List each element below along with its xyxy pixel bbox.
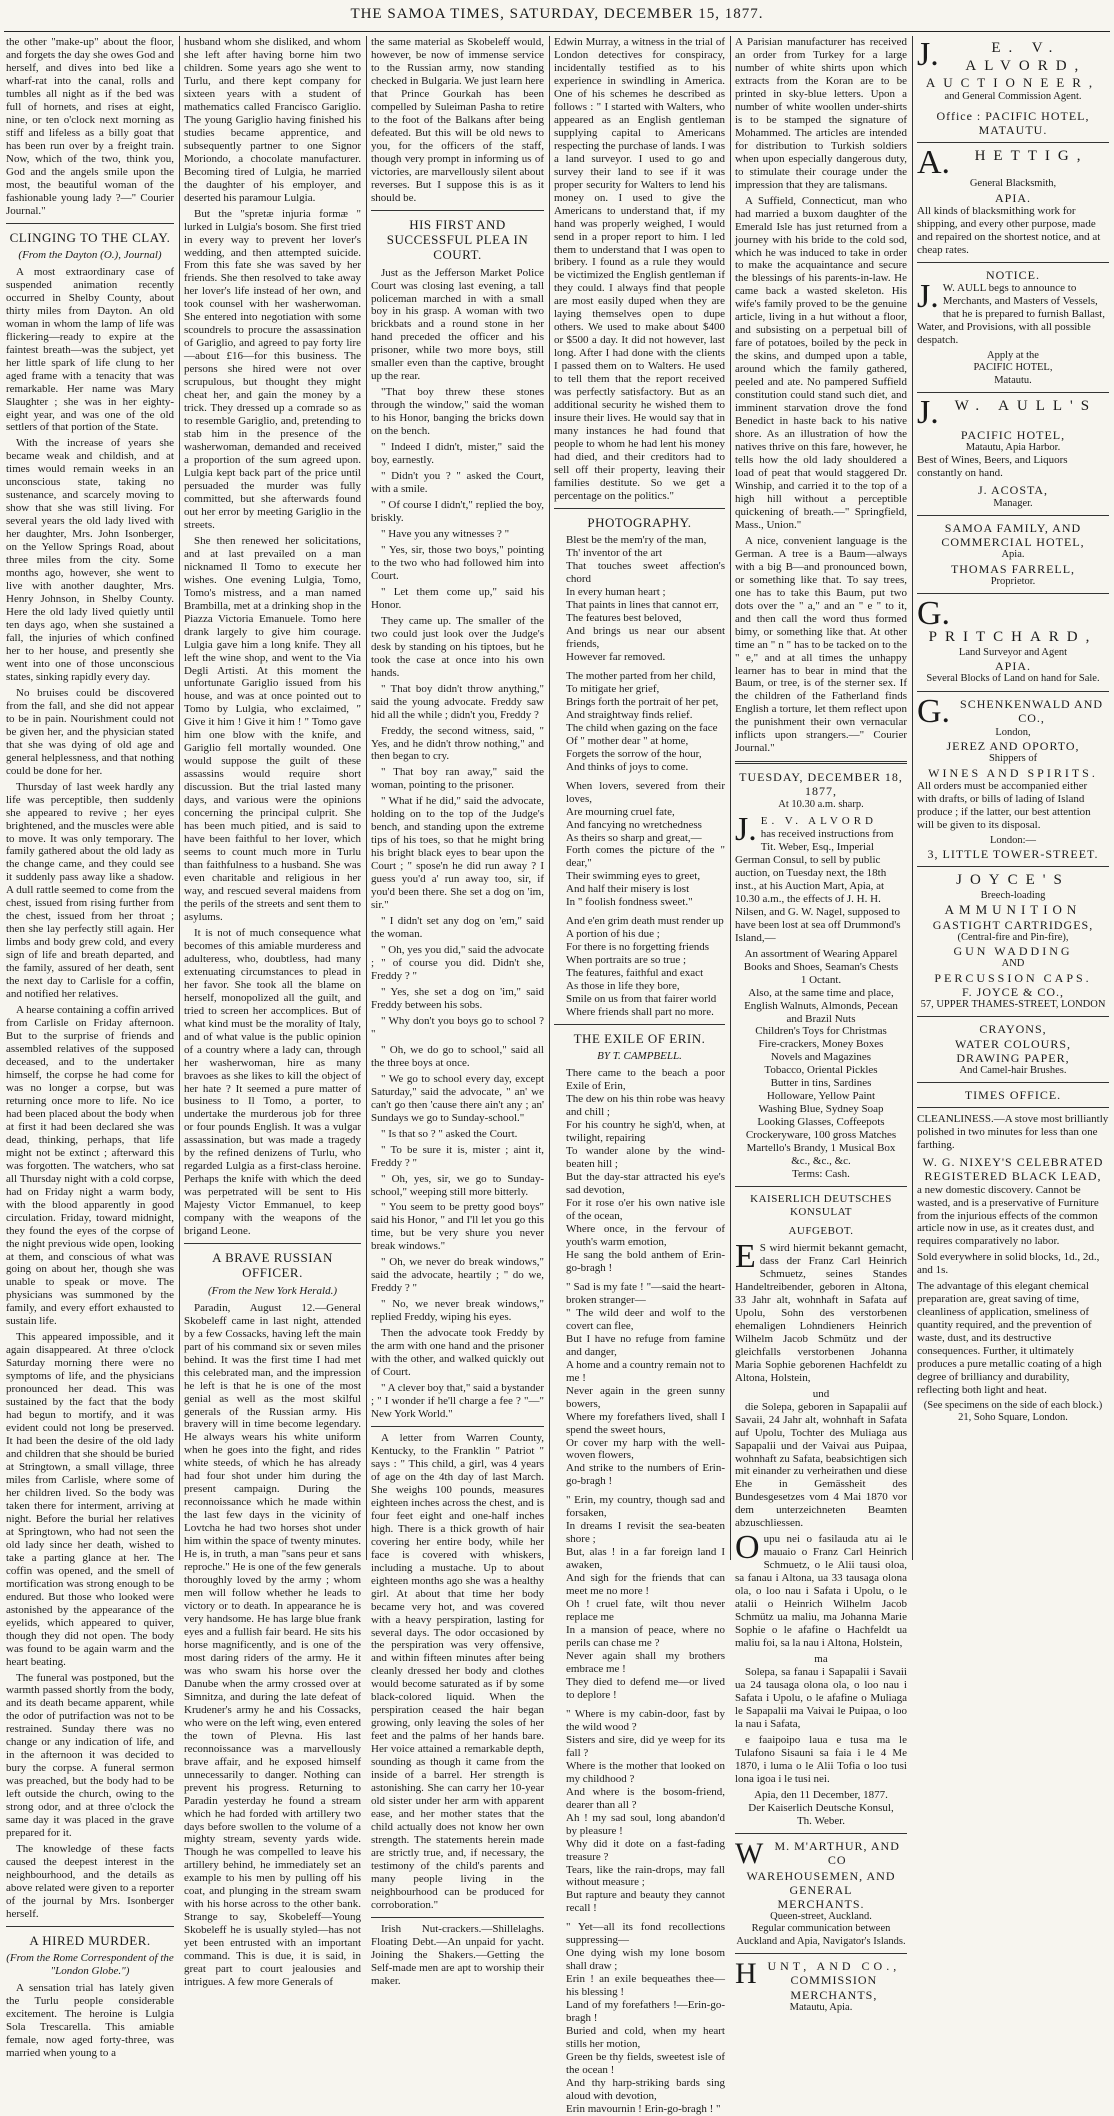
ad-line: (Central-fire and Pin-fire), bbox=[957, 931, 1069, 943]
paragraph: A Suffield, Connecticut, man who had married a buxom daughter of the Emerald Isle has just returned from a journey with his bride to the cold sod, which he was induced to take in order to make the acquaintance and secure the blessings of his parents-in-law. He came back a wasted skeleton. His wife's family proved to be the genuine article, living in a hut without a floor, and subsisting on a perpetual bill of fare of potatoes, boiled by the peck in the skins, and dumped upon a table, around which the family gathered, peeled and ate. No pampered Suffield constitution could stand such diet, and imminent starvation drove the fond Benedict in haste back to his native shore. As an illustration of how the natives thrive on this fare, however, he tells how the old lady shouldered a load of peat that would staggered Dr. Winship, and carried it to the top of a high hill without a perceptible quickening of breath.—" Springfield, Mass., Union." bbox=[735, 194, 907, 531]
alvord-ad bbox=[917, 36, 1109, 138]
ad-line: WINES AND SPIRITS. bbox=[928, 765, 1098, 780]
ma-line: ma bbox=[814, 1653, 828, 1666]
company-name: UNT, AND CO., bbox=[767, 1959, 901, 1974]
auction-date: TUESDAY, DECEMBER 18, 1877, bbox=[739, 770, 903, 799]
divider bbox=[917, 392, 1109, 393]
divider bbox=[917, 1082, 1109, 1083]
poem-line: " Where is my cabin-door, fast by the wild wood ? bbox=[566, 1707, 725, 1733]
und-line: und bbox=[812, 1387, 830, 1400]
auction-items bbox=[735, 948, 907, 1168]
ad-line: 21, Soho Square, London. bbox=[958, 1412, 1068, 1424]
poem-line: In " foolish fondness sweet." bbox=[566, 896, 693, 909]
divider bbox=[917, 142, 1109, 143]
ad-title: W. G. NIXEY'S CELEBRATED bbox=[922, 1155, 1104, 1170]
ad-line: 57, UPPER THAMES-STREET, LONDON bbox=[920, 998, 1106, 1010]
auction-item: &c., &c., &c. bbox=[791, 1155, 851, 1168]
ad-line: And Camel-hair Brushes. bbox=[959, 1064, 1067, 1076]
poem-line: But rapture and beauty they cannot recall ! bbox=[566, 1889, 725, 1915]
poem-line: In a mansion of peace, where no perils can chase me ? bbox=[566, 1624, 725, 1650]
ad-line: MERCHANTS. bbox=[777, 1896, 865, 1911]
paragraph: " Have you any witnesses ? " bbox=[381, 527, 510, 540]
ad-line: Apply at the bbox=[987, 349, 1039, 361]
drop-cap: J. bbox=[735, 810, 757, 848]
paragraph: Solepa, sa fanau i Sapapalii i Savaii ua 24 tausaga olona ola, o loo nau i Safata i Upolu, o le afafine o Muliaga le Sapapalii ma Vaivai le Puipaa, o loo la nau i Safata, bbox=[735, 1666, 907, 1730]
ad-line: Office : PACIFIC HOTEL, bbox=[936, 109, 1090, 124]
ad-line: MATAUTU. bbox=[978, 123, 1048, 138]
poem-line: Oh ! cruel fate, wilt thou never replace me bbox=[566, 1598, 725, 1624]
ad-body: All kinds of blacksmithing work for shipping, and every other purpose, made and repaired on the shortest notice, and at cheap rates. bbox=[917, 204, 1101, 256]
paragraph: With the increase of years she became weak and childish, and at times would remain weeks in an unconscious state, taking no sustenance, and scarcely moving to show that she was still living. For several years the old lady lived with her daughter, Mrs. John Isonberger, on the Yellow Springs Road, about three miles from the city. Some months ago, however, she went to live with another daughter, Mrs. Henry Johnson, in Shelby County. Here the old lady lived quietly until ten days ago, when she sustained a fall, the injuries of which confined her to her house, and presently she went into one of those unconscious states, sinking rapidly every day. bbox=[6, 437, 174, 683]
divider bbox=[184, 1243, 361, 1244]
drop-cap: G. bbox=[917, 595, 951, 633]
ad-line: Proprietor. bbox=[990, 575, 1036, 587]
poem-line: Buried and cold, when my heart stills her motion, bbox=[566, 2025, 725, 2051]
poem-line: The mother parted from her child, bbox=[566, 669, 716, 682]
poem-line: And where is the bosom-friend, dearer than all ? bbox=[566, 1785, 725, 1811]
konsulat-heading: KAISERLICH DEUTSCHES KONSULAT bbox=[750, 1193, 892, 1219]
auction-item: Books and Shoes, Seaman's Chests bbox=[743, 960, 899, 973]
paragraph: A nice, convenient language is the German. A tree is a Baum—always with a big B—and pronounced bown, or something like that. To say trees, one has to take this Baum, put two dots over the " a," and an " e " to it, and then call the word thus formed bimy, or something like that. At other time an " n " has to be tacked on to the " e," and at all times the unhappy learner has to bear in mind that the Baum, or tree, is of the sterner sex. If the children of the Fatherland finds English a torture, let them reflect upon the punishment their own vernacular inflicts upon strangers.—" Courier Journal." bbox=[735, 534, 907, 755]
paragraph: " Didn't you ? " asked the Court, with a smile. bbox=[371, 470, 544, 496]
poem-line: And half their misery is lost bbox=[566, 883, 690, 896]
ad-line: JEREZ AND OPORTO, bbox=[946, 739, 1080, 754]
divider bbox=[735, 1186, 907, 1187]
paragraph: has received instructions from Tit. Weber, Esq., Imperial German Consul, to sell by public auction, on Tuesday next, the 18th inst., at his Auction Mart, Apia, at 10.30 a.m., the effects of J. H. H. Nilsen, and G. W. Nagel, supposed to have been lost at sea off Drummond's Island,— bbox=[735, 827, 901, 944]
paragraph: " Why don't you boys go to school ? " bbox=[371, 1014, 544, 1040]
auction-item: Novels and Magazines bbox=[770, 1051, 872, 1064]
poem-line: Smile on us from that fairer world bbox=[566, 993, 717, 1006]
paragraph: A hearse containing a coffin arrived from Carlisle on Friday afternoon. But to the surprise of friends and assembled relatives of the supposed deceased, and to the undertaker himself, the corpse he had come for was no longer a corpse, but was returning once more to life. No ice had been placed about the body when at first it had been declared she was dead, thinking, perhaps, that life might not be extinct ; afterward this was forgotten. The watchers, who sat all Thursday night with a cold corpse, had on Friday night a warm body, with the blood apparently in good circulation. Friday, toward midnight, they found the eyes of the corpse of the night previous wide open, looking at them, and conscious of what was going on about her, though she was unable to speak or move. The physicians was summoned by the family, and every effort exhausted to sustain life. bbox=[6, 1004, 174, 1328]
ad-line: and General Commission Agent. bbox=[944, 90, 1082, 102]
poem-photography bbox=[554, 534, 725, 1019]
paragraph: Edwin Murray, a witness in the trial of London detectives for conspiracy, incidentally testified as to his experience in swindling in America. One of his schemes he described as follows : " I started with Walters, who appeared as an English gentleman supplying capital to Americans respecting the purchase of lands. I was a land surveyor. I used to go and survey their land to see if it was proper security for Walters to lend his money on. I used to give the Americans to understand that, if my hand was properly weighed, I would send in a proper report to him. I led them to understand that I was open to bribery. I found as a rule they would be victimized the English gentleman if they could. I always find that people are most easily duped when they are laying themselves open to dupe others. We used to make about $400 or $500 a day. It did not however, last long. After I had done with the clients I passed them on to Walters. He used to tell them that the report received was perfectly satisfactory. But as an additional security he wished them to insure their lives. He would say that in many instances he had found that people to whom he had lent his money had died, and their creditors had to sell off their property, leaving their families destitute. So we get a percentage on the politics." bbox=[554, 36, 725, 502]
poem-line: For his country he sigh'd, when, at twilight, repairing bbox=[566, 1119, 725, 1145]
auction-item: An assortment of Wearing Apparel bbox=[744, 947, 898, 960]
paragraph: Just as the Jefferson Market Police Court was closing last evening, a tall policeman marched in with a small boy in his grasp. A woman with two brickbats and a round stone in her hand preceded the officer and his prisoner, while two more boys, still smaller even than the captive, brought up the rear. bbox=[371, 266, 544, 383]
auction-item: Holloware, Yellow Paint bbox=[766, 1090, 876, 1103]
article-heading: A BRAVE RUSSIAN OFFICER. bbox=[212, 1250, 333, 1281]
poem-line: Of " mother dear " at home, bbox=[566, 734, 689, 747]
poem-exile-of-erin bbox=[554, 1067, 725, 2116]
poem-line: Land of my forefathers !—Erin-go-bragh ! bbox=[566, 1999, 725, 2025]
divider bbox=[917, 515, 1109, 516]
column-2 bbox=[184, 36, 361, 1989]
poem-line: And strike to the numbers of Erin-go-bragh ! bbox=[566, 1462, 725, 1488]
paragraph: " Oh, yes, sir, we go to Sunday-school," weeping still more bitterly. bbox=[371, 1172, 544, 1198]
divider bbox=[6, 1926, 174, 1927]
masthead-rule bbox=[4, 31, 1110, 32]
court-article bbox=[371, 267, 544, 1421]
aull-ad bbox=[917, 393, 1109, 510]
ad-body-text: W. AULL begs to announce to Merchants, and Masters of Vessels, that he is prepared to furnish Ballast, Water, and Provisions, with all possible despatch. bbox=[917, 281, 1105, 346]
divider bbox=[917, 1107, 1109, 1108]
auction-item: English Walnuts, Almonds, Pecean and Brazil Nuts bbox=[744, 999, 898, 1025]
poem-line: Ah ! my sad soul, long abandon'd by pleasure ! bbox=[566, 1811, 725, 1837]
ad-line: Land Surveyor and Agent bbox=[958, 646, 1068, 658]
poem-line: " Sad is my fate ! "—said the heart-broken stranger— bbox=[566, 1280, 725, 1306]
article-source: (From the New York Herald.) bbox=[207, 1284, 338, 1297]
poem-heading: THE EXILE OF ERIN. bbox=[573, 1031, 706, 1047]
auction-item: Butter in tins, Sardines bbox=[770, 1077, 872, 1090]
article-source: (From the Rome Correspondent of the "London Globe.") bbox=[6, 1952, 174, 1978]
paragraph: A letter from Warren County, Kentucky, to the Franklin " Patriot " says : " This child, a girl, was 4 years of age on the 4th day of last March. She weighs 100 pounds, measures eighteen inches across the chest, and is four feet eight and one-half inches high. There is a thick growth of hair covering her entire body, while her face is covered with whiskers, including a mustache. Up to about eighteen months ago she was a healthy girl. At about that time her body became very hot, and was covered with a heavy perspiration, lasting for several days. The odor occasioned by the perspiration was very offensive, and within fifteen minutes after being cleanly dressed her body and clothes would become saturated as if by some black-colored liquid. When the perspiration ceased the hair began growing, only leaving the soles of her feet and the palms of her hands bare. Her voice attained a remarkable depth, sounding as though it came from the inside of a barrel. Her strength is astonishing. She can carry her 10-year old sister under her arm with apparent ease, and her mother states that the child actually does not know her own strength. The statements herein made are strictly true, and, if necessary, the testimony of the child's parents and many people living in the neighbourhood can be produced for corroboration." bbox=[371, 1431, 544, 1911]
notice-date: Apia, den 11 December, 1877. bbox=[754, 1788, 888, 1801]
poem-line: Th' inventor of the art bbox=[566, 547, 663, 560]
ad-line: GUN WADDING bbox=[953, 944, 1073, 959]
paragraph: " We go to school every day, except Saturday," said the advocate, " an' we can't go then 'cause there ain't any ; an' Sundays we go to Sunday-school." bbox=[371, 1072, 544, 1124]
column-3 bbox=[371, 36, 544, 1987]
paragraph: " I didn't set any dog on 'em," said the woman. bbox=[371, 915, 544, 941]
paragraph: " Yes, sir, those two boys," pointing to the two who had followed him into Court. bbox=[371, 543, 544, 582]
auction-item: Tobacco, Oriental Pickles bbox=[764, 1064, 878, 1077]
poem-line: Where is the mother that looked on my childhood ? bbox=[566, 1759, 725, 1785]
auction-item: Fire-crackers, Money Boxes bbox=[758, 1038, 884, 1051]
auction-item: 1 Octant. bbox=[800, 973, 842, 986]
ad-title: SCHENKENWALD AND CO., bbox=[960, 696, 1104, 725]
poem-line: He sang the bold anthem of Erin-go-bragh ! bbox=[566, 1248, 725, 1274]
poem-line: Why did it dote on a fast-fading treasure ? bbox=[566, 1837, 725, 1863]
poem-line: And e'en grim death must render up bbox=[566, 915, 724, 928]
ad-line: Several Blocks of Land on hand for Sale. bbox=[926, 673, 1100, 685]
paragraph: The knowledge of these facts caused the deepest interest in the neighbourhood, and the details as above related were given to a reporter of the journal by Mrs. Isonberger herself. bbox=[6, 1843, 174, 1920]
ad-line: APIA. bbox=[994, 659, 1031, 674]
paragraph: A Parisian manufacturer has received an order from Turkey for a large number of white shirts upon which extracts from the Koran are to be printed in sky-blue letters. Upon a number of white woollen under-shirts is to be stamped the signature of Mohammed. The articles are intended for distribution to Turkish soldiers when upon especially dangerous duty, to stimulate their courage under the impression that they are talismans. bbox=[735, 36, 907, 191]
drop-cap: J. bbox=[917, 393, 939, 431]
paragraph: "That boy threw these stones through the window," said the woman to his Honor, banging the bricks down on the bench. bbox=[371, 386, 544, 438]
divider bbox=[6, 223, 174, 224]
ad-body: CLEANLINESS.—A stove most brilliantly polished in two minutes for less than one farthing. bbox=[917, 1113, 1109, 1152]
poem-line: When portraits are so true ; bbox=[566, 954, 687, 967]
ad-body: All orders must be accompanied either with drafts, or bills of lading of Island produce ; if the latter, our best attention will be given to its disposal. bbox=[917, 779, 1091, 831]
divider bbox=[735, 761, 907, 764]
column-6 bbox=[917, 36, 1109, 1560]
divider bbox=[735, 1953, 907, 1954]
poem-line: And thy harp-striking bards sing aloud with devotion, bbox=[566, 2077, 725, 2102]
marthur-ad bbox=[735, 1836, 907, 1949]
poem-line: Tears, like the rain-drops, may fall without measure ; bbox=[566, 1863, 725, 1889]
paragraph: " Oh, we do go to school," said all the three boys at once. bbox=[371, 1043, 544, 1069]
paragraph: " Let them come up," said his Honor. bbox=[371, 585, 544, 611]
paragraph: Thursday of last week hardly any life was perceptible, then suddenly she appeared to revive ; her eyes brightened, and the muscles were able to move. It was only temporary. The family gathered about the old lady as the change came, and they could see it suddenly pass away like a shadow. A dull rattle seemed to come from the chest, issued from rising further from the chest, issued from her throat ; then she lay perfectly still again. Her limbs and body grew cold, and every sign of life and breath departed, and the family, assured of her death, sent the next day to Carlisle for a coffin, and notified her relatives. bbox=[6, 780, 174, 1001]
poem-line: Erin ! an exile bequeathes thee—his blessing ! bbox=[566, 1973, 725, 1999]
poem-line: As those in life they bore, bbox=[566, 980, 680, 993]
poem-heading: PHOTOGRAPHY. bbox=[587, 514, 692, 530]
poem-line: The features, faithful and exact bbox=[566, 967, 704, 980]
ad-line: WATER COLOURS, bbox=[954, 1036, 1071, 1051]
paragraph: " You seem to be pretty good boys" said his Honor, " and I'll let you go this time, but be very shure you never break windows." bbox=[371, 1201, 544, 1253]
ad-body: Best of Wines, Beers, and Liquors constantly on hand. bbox=[917, 454, 1068, 480]
poem-line: A portion of his due ; bbox=[566, 928, 660, 941]
ad-line: Matautu, Apia Harbor. bbox=[965, 442, 1061, 454]
ad-line: AND bbox=[1001, 958, 1025, 970]
paragraph: But the "spretæ injuria formæ " lurked in Lulgia's bosom. She first tried in every way to prevent her lover's wedding, and then attempted suicide. From this fate she was saved by her friends. She then resolved to take away her lover's life instead of her own, and took counsel with her washerwoman. She entered into negotiation with some scoundrels to procure the assassination of Gariglio, and agreed to pay forty lire —about £16—for this business. The persons she hired were not over scrupulous, but thought they might cheat her, and gain the money by a trick. They dressed up a comrade so as to resemble Gariglio, and, pretending to stab him in the presence of the washerwoman, demanded and received a proportion of the sum agreed upon. Lulgia kept back part of the price until persuaded the murder was fully committed, but she afterwards found out her error by meeting Gariglio in the streets. bbox=[184, 207, 361, 531]
poem-line: Erin mavournin ! Erin-go-bragh ! " bbox=[566, 2102, 721, 2115]
column-4 bbox=[554, 36, 725, 2115]
column-rule bbox=[912, 36, 913, 1560]
poem-line: Their swimming eyes to greet, bbox=[566, 870, 701, 883]
poem-line: And fancying no wretchedness bbox=[566, 818, 702, 831]
ad-line: Matautu, Apia. bbox=[789, 2001, 853, 2013]
ad-title: HETTIG, bbox=[974, 148, 1089, 165]
paragraph: Irish Nut-crackers.—Shillelaghs. Floating Debt.—An unpaid for yacht. Joining the Shakers.—Getting the Self-made men are apt to worship their maker. bbox=[371, 1922, 544, 1987]
ad-line: London:— bbox=[989, 834, 1037, 846]
auction-item: Washing Blue, Sydney Soap bbox=[758, 1103, 884, 1116]
poem-line: When lovers, severed from their loves, bbox=[566, 779, 725, 805]
poem-line: The child when gazing on the face bbox=[566, 721, 718, 734]
poem-line: " The wild deer and wolf to the covert can flee, bbox=[566, 1306, 725, 1332]
paragraph: They came up. The smaller of the two could just look over the Judge's desk by standing on his tiptoes, but he took the case at once into his own hands. bbox=[371, 614, 544, 679]
ad-line: THOMAS FARRELL, bbox=[950, 561, 1076, 576]
poem-line: Where my forefathers lived, shall I spend the sweet hours, bbox=[566, 1410, 725, 1436]
drop-cap: W bbox=[735, 1836, 764, 1870]
ad-line: General Blacksmith, bbox=[969, 178, 1057, 190]
poem-line: That touches sweet affection's chord bbox=[566, 560, 725, 586]
divider bbox=[917, 1016, 1109, 1017]
paragraph: No bruises could be discovered from the fall, and she did not appear to be in pain. Nourishment could not be given her, and the physician stated that she was dying of old age and general helplessness, and that nothing could be done for her. bbox=[6, 686, 174, 777]
paragraph: It is not of much consequence what becomes of this amiable murderess and adulteress, who, doubtless, had many extenuating circumstances to plead in her favor. She took all the blame on herself, monopolized all the guilt, and tried to screen her accomplices. But of what kind must be the morality of Italy, and of what value is the public opinion of a country where a lady can, through her washerwoman, hire as many bravoes as she likes to kill the object of her hate ? It seemed a pure matter of business to Il Tomo, a porter, to undertake the murderous job for three or four pounds English. It was a vulgar assassination, but was made a tragedy by the refined denizens of Turlu, who regarded Lulgia as a first-class heroine. Perhaps the knife with which the deed was perpetrated will be sent to His Majesty Victor Emmanuel, to keep company with the weapons of the brigand Leone. bbox=[184, 926, 361, 1238]
paragraph: the same material as Skobeleff would, however, be now of immense service to the Russian army, now standing checked in Bulgaria. We just learn here that Prince Gourkah has been compelled by Suleiman Pasha to retire to the foot of the Balkans after being defeated. But this will be old news to you, for the officers of the staff, though very prompt in informing us of victories, are marvellously silent about reverses. But I suppose this is as it should be. bbox=[371, 36, 544, 204]
paragraph: A sensation trial has lately given the Turlu people considerable excitement. The heroine is Lulgia Sola Trescarella. This amiable female, now aged forty-three, was married when young to a bbox=[6, 1982, 174, 2060]
poem-line: But the day-star attracted his eye's sad devotion, bbox=[566, 1171, 725, 1197]
poem-line: " Yet—all its fond recollections suppressing— bbox=[566, 1921, 725, 1947]
poem-line: Sisters and sire, did ye weep for its fall ? bbox=[566, 1733, 725, 1759]
poem-author: BY T. CAMPBELL. bbox=[597, 1050, 682, 1063]
article-heading: A HIRED MURDER. bbox=[29, 1932, 151, 1948]
ad-line: AMMUNITION bbox=[944, 902, 1082, 918]
ad-line: REGISTERED BLACK LEAD, bbox=[924, 1169, 1102, 1184]
joyce-ad bbox=[917, 872, 1109, 1011]
paragraph: This appeared impossible, and it again disappeared. At three o'clock Saturday morning there were no symptoms of life, and the physicians pronounced her dead. This was sustained by the fact that the body had begun to mortify, and it was evident could not long be preserved. It had been the desire of the old lady and children that she should be buried at Stringtown, a small village, three miles from Carlisle, where some of her children lived. So the body was taken there for interment, arriving at night. Before the burial her relatives at Springtown, who had not seen the old lady since her death, wished to take a parting glance at her. The coffin was opened, and the smell of mortification was strong enough to be endured. But those who looked were astonished by the appearance of the eyelids, which appeared to quiver, though they did not open. The body was found to be again warm and the heart beating. bbox=[6, 1331, 174, 1668]
paragraph: " To be sure it is, mister ; aint it, Freddy ? " bbox=[371, 1143, 544, 1169]
ad-title: CRAYONS, bbox=[979, 1022, 1047, 1037]
poem-line: And brings us near our absent friends, bbox=[566, 624, 725, 650]
paragraph: The funeral was postponed, but the warmth passed shortly from the body, and its death became apparent, while the odor of putrifaction was not to be restrained. Sunday there was no change or any indication of life, and in the afternoon it was decided to bury the corpse. A funeral sermon was preached, but the body had to be left outside the church, owing to the strong odor, and at three o'clock the same day it was placed in the grave prepared for it. bbox=[6, 1671, 174, 1840]
paragraph: A most extraordinary case of suspended animation recently occurred in Shelby County, about thirty miles from Dayton. An old woman in whom the lamp of life was flickering—ready to expire at the faintest breath—was the subject, yet her little spark of life clung to her aged frame with a tenacity that was remarkable. Her name was Mary Slaughter ; she was in her eighty-eight year, and was one of the old settlers of that portion of the State. bbox=[6, 265, 174, 434]
poem-line: Never again in the green sunny bowers, bbox=[566, 1384, 725, 1410]
poem-line: Or cover my harp with the well-woven flowers, bbox=[566, 1436, 725, 1462]
article-continuation: the other "make-up" about the floor, and forgets the day she owes God and herself, and dives into bed like a wharf-rat into the canal, rolls and tumbles all night as if the bed was full of hornets, and rises at eight, nine, or ten o'clock next morning as stiff and lifeless as a billy goat that has been run over by a freight train. Now, which of the two, think you, God and the angels smile upon the most, the beautiful woman of the fashionable young lady ?—" Courier Journal." bbox=[6, 36, 174, 217]
poem-line: Where once, in the fervour of youth's warm emotion, bbox=[566, 1223, 725, 1248]
paragraph bbox=[735, 1238, 907, 1385]
poem-line: To mitigate her grief, bbox=[566, 682, 660, 695]
column-rule bbox=[366, 36, 367, 1560]
paragraph: " No, we never break windows," replied Freddy, wiping his eyes. bbox=[371, 1298, 544, 1324]
ad-title: W. AULL'S bbox=[954, 397, 1098, 414]
ad-line: (See specimens on the side of each block.) bbox=[923, 1400, 1103, 1412]
poem-line: Blest be the mem'ry of the man, bbox=[566, 534, 707, 547]
drop-cap: O bbox=[735, 1529, 760, 1567]
ad-body bbox=[917, 277, 1109, 347]
ad-line: PERCUSSION CAPS. bbox=[934, 970, 1092, 985]
poem-line: That paints in lines that cannot err, bbox=[566, 599, 719, 612]
drop-cap: J. bbox=[917, 36, 939, 73]
ad-line: J. ACOSTA, bbox=[977, 483, 1049, 498]
poem-line: Are mourning cruel fate, bbox=[566, 805, 675, 818]
auction-terms: Terms: Cash. bbox=[792, 1168, 850, 1181]
paragraph: " That boy ran away," said the woman, pointing to the prisoner. bbox=[371, 766, 544, 792]
poem-line: They died to defend me—or lived to deplore ! bbox=[566, 1675, 725, 1701]
ad-line: 3, LITTLE TOWER-STREET. bbox=[927, 847, 1099, 862]
ad-line: F. JOYCE & CO., bbox=[961, 984, 1065, 999]
paragraph bbox=[735, 1529, 907, 1650]
ad-title: JOYCE'S bbox=[956, 872, 1070, 889]
column-5 bbox=[735, 36, 907, 2013]
notice-ad bbox=[917, 268, 1109, 387]
masthead: THE SAMOA TIMES, SATURDAY, DECEMBER 15, 1877. bbox=[350, 6, 764, 22]
divider bbox=[554, 1024, 725, 1025]
paragraph: Then the advocate took Freddy by the arm with one hand and the prisoner with the other, and walked quickly out of Court. bbox=[371, 1327, 544, 1379]
ad-title: PRITCHARD, bbox=[928, 629, 1098, 646]
poem-line: To wander alone by the wind-beaten hill ; bbox=[566, 1145, 725, 1171]
ad-line: Breech-loading bbox=[980, 889, 1046, 901]
column-rule bbox=[549, 36, 550, 1560]
column-rule bbox=[730, 36, 731, 1560]
divider bbox=[917, 866, 1109, 867]
ad-line: DRAWING PAPER, bbox=[956, 1050, 1070, 1065]
aufgebot-heading: AUFGEBOT. bbox=[788, 1225, 854, 1238]
poem-line: In every human heart ; bbox=[566, 586, 666, 599]
auction-item: Looking Glasses, Coffeepots bbox=[757, 1116, 885, 1129]
paragraph: " Of course I didn't," replied the boy, briskly. bbox=[371, 499, 544, 525]
poem-line: And thinks of joys to come. bbox=[566, 760, 689, 773]
ad-line: PACIFIC HOTEL, bbox=[973, 362, 1053, 374]
ad-line: Manager. bbox=[993, 497, 1033, 509]
company-name: M. M'ARTHUR, AND CO bbox=[774, 1838, 900, 1867]
ad-line: WAREHOUSEMEN, AND GENERAL bbox=[746, 1868, 896, 1897]
paragraph: Paradin, August 12.—General Skobeleff came in last night, attended by a few Cossacks, having left the main part of his command six or seven miles behind. It was the first time I had met this celebrated man, and the impression he left is that he is one of the most genial as well as the most skilful generals of the Russian army. His bravery will in time become legendary. He always wears his white uniform when he goes into the fight, and rides white steeds, of which he has already had four shot under him during the present campaign. During the reconnoissance which he made within the last few days in the vicinity of Lovtcha he had two horses shot under him within the space of twenty minutes. He is, in truth, a man "sans peur et sans reproche." He is one of the few generals thoroughly loved by the army ; whom men will follow whether he leads to victory or to death. In appearance he is very handsome. He has large blue frank eyes and a fullish fair beard. He sits his horse magnificently, and is one of the most daring riders of the army. He it was who swam his horse over the Danube when the army crossed over at Simnitza, and during the late defeat of Krudener's army he and his Cossacks, who were on the left wing, even entered the town of Plevna. His last reconnoissance was a marvellously brave affair, and he exposed himself unnecessarily to danger. Nothing can prevent his progress. Returning to Paradin yesterday he found a stream which he had forded with artillery two days before swollen to the volume of a mighty stream, seventy yards wide. Though he was compelled to leave his artillery behind, he immediately set an example to his men by pulling off his coat, and plunging in the stream swam with his horse across to the other bank. Strange to say, Skobeleff—Young Skobeleff he is usually styled—has not yet been entrusted with an important command. This is due, it is said, in great part to court jealousies and intrigues. A few more Generals of bbox=[184, 1301, 361, 1989]
notice-signer-name: Th. Weber. bbox=[796, 1814, 846, 1827]
poem-line: However far removed. bbox=[566, 650, 666, 663]
paragraph: " Yes, she set a dog on 'im," said Freddy between his sobs. bbox=[371, 985, 544, 1011]
ad-line: Apia. bbox=[1001, 549, 1025, 561]
poem-line: And sigh for the friends that can meet me no more ! bbox=[566, 1572, 725, 1598]
ad-body: a new domestic discovery. Cannot be wasted, and is a preservative of Furniture from the injurious effects of the common article now in use, as it creates dust, and requires comparatively no labor. bbox=[917, 1183, 1099, 1248]
divider bbox=[371, 1917, 544, 1918]
ad-title: E. V. ALVORD, bbox=[965, 40, 1087, 74]
poem-line: The features best beloved, bbox=[566, 612, 682, 625]
divider bbox=[917, 593, 1109, 594]
samoa-hotel-ad bbox=[917, 521, 1109, 588]
drop-cap: J. bbox=[917, 277, 939, 315]
paragraph: Freddy, the second witness, said, " Yes, and he didn't throw nothing," and then began to cry. bbox=[371, 724, 544, 763]
paragraph: die Solepa, geboren in Sapapalii auf Savaii, 24 Jahr alt, wohnhaft in Safata auf Upolu, Tochter des Muliaga aus Sapapalii und der Vaivai aus Puipaa, wohnhaft zu Safata, beabsichtigen sich mit einander zu verheirathen und diese Ehe in Gemässheit des Bundesgesetzes vom 4 Mai 1870 vor dem unterzeichneten Beamten abzuschliessen. bbox=[735, 1400, 907, 1530]
divider bbox=[917, 691, 1109, 692]
auction-item: Martello's Brandy, 1 Musical Box bbox=[746, 1142, 896, 1155]
poem-line: Brings forth the portrait of her pet, bbox=[566, 695, 719, 708]
hettig-ad bbox=[917, 144, 1109, 256]
poem-line: There came to the beach a poor Exile of Erin, bbox=[566, 1067, 725, 1093]
poem-line: Forth comes the picture of the " dear," bbox=[566, 844, 725, 870]
auctioneer-name: E. V. ALVORD bbox=[760, 814, 877, 827]
paragraph: " Is that so ? " asked the Court. bbox=[381, 1127, 518, 1140]
poem-line: As theirs so sharp and great,— bbox=[566, 831, 702, 844]
drop-cap: G. bbox=[917, 692, 951, 730]
divider bbox=[917, 262, 1109, 263]
poem-line: A home and a country remain not to me ! bbox=[566, 1358, 725, 1384]
samoan-notice: upu nei o fasilauda atu ai le mauaio o Franz Carl Heinrich Schmuetz, o le Alii tausi oloa, sa fanau i Altona, ua 33 tausaga olona ola, o loo nau i Safata i Upolu, o le atalii o Heinrich Wilhelm Jacob Schmütz ua maliu, ma Johanna Marie Sophie o le afafine o Hachfeldt ua maliu foi, sa la nau i Altona, Holstein, bbox=[735, 1533, 907, 1650]
poem-line: One dying wish my lone bosom shall draw ; bbox=[566, 1947, 725, 1973]
article-source: (From the Dayton (O.), Journal) bbox=[18, 248, 162, 261]
paragraph: " What if he did," said the advocate, holding on to the top of the Judge's bench, and standing upon the extreme tips of his toes, so that he might bring his bright black eyes to bear upon the Court ; " spose'n he did run away ? I guess you'd a' run away too, sir, if you'd been there. She set a dog on 'im, sir." bbox=[371, 795, 544, 912]
ad-line: Queen-street, Auckland. bbox=[770, 1911, 872, 1923]
auction-item: Crockeryware, 100 gross Matches bbox=[745, 1129, 897, 1142]
ad-line: PACIFIC HOTEL, bbox=[960, 427, 1066, 442]
paragraph: " Oh, we never do break windows," said the advocate, heartily ; " do we, Freddy ? " bbox=[371, 1256, 544, 1295]
divider bbox=[371, 1426, 544, 1427]
poem-line: In dreams I revisit the sea-beaten shore ; bbox=[566, 1520, 725, 1546]
poem-line: Forgets the sorrow of the hour, bbox=[566, 747, 702, 760]
nixey-ad bbox=[917, 1113, 1109, 1424]
paragraph: " A clever boy that," said a bystander ; " I wonder if he'll charge a fee ? "—" New York World." bbox=[371, 1382, 544, 1421]
paragraph: e faaipoipo laua e tusa ma le Tulafono Sisauni sa faia i le 4 Me 1870, i luma o le Alii Tofia o loo tusi lona igoa i le tusi nei. bbox=[735, 1733, 907, 1785]
poem-line: For there is no forgetting friends bbox=[566, 941, 710, 954]
ad-title: TIMES OFFICE. bbox=[964, 1088, 1062, 1103]
alvord-auction-ad bbox=[735, 810, 907, 1181]
poem-line: " Erin, my country, though sad and forsaken, bbox=[566, 1494, 725, 1520]
poem-line: But I have no refuge from famine and danger, bbox=[566, 1332, 725, 1358]
ad-title: SAMOA FAMILY, AND COMMERCIAL HOTEL, bbox=[941, 520, 1085, 550]
auction-item: Children's Toys for Christmas bbox=[755, 1025, 887, 1038]
crayons-ad bbox=[917, 1022, 1109, 1077]
times-office-ad bbox=[917, 1088, 1109, 1102]
ad-line: APIA. bbox=[994, 190, 1031, 205]
ad-line: COMMISSION MERCHANTS, bbox=[790, 1973, 878, 2002]
article-heading: HIS FIRST AND SUCCESSFUL PLEA IN COURT. bbox=[386, 216, 529, 263]
ad-title: NOTICE. bbox=[986, 267, 1040, 282]
pritchard-ad bbox=[917, 595, 1109, 686]
ad-line: London, bbox=[995, 726, 1031, 738]
poem-line: And straightway finds relief. bbox=[566, 708, 693, 721]
ad-line: AUCTIONEER, bbox=[925, 75, 1101, 91]
ad-line: Shippers of bbox=[988, 753, 1038, 765]
divider bbox=[735, 1833, 907, 1834]
divider bbox=[554, 508, 725, 509]
ad-body: The advantage of this elegant chemical preparation are, great saving of time, cleanliness of application, smeliness of quantity required, and the prevention of waste, dust, and its destructive consequences. Further, it ultimately produces a pure metallic coating of a high degree of brilliancy and durability, reflecting both light and heat. bbox=[917, 1280, 1102, 1397]
article-heading: CLINGING TO THE CLAY. bbox=[9, 229, 171, 245]
hunt-ad bbox=[735, 1959, 907, 2014]
poem-line: Where friends shall part no more. bbox=[566, 1006, 714, 1019]
paragraph: " Oh, yes you did," said the advocate ; " of course you did. Didn't she, Freddy ? " bbox=[371, 944, 544, 982]
poem-line: Green be thy fields, sweetest isle of the ocean ! bbox=[566, 2051, 725, 2077]
poem-line: But, alas ! in a far foreign land I awaken, bbox=[566, 1546, 725, 1572]
ad-body: Sold everywhere in solid blocks, 1d., 2d., and 1s. bbox=[917, 1251, 1100, 1277]
poem-line: The dew on his thin robe was heavy and chill ; bbox=[566, 1093, 725, 1119]
ad-line: Regular communication between Auckland and Apia, Navigator's Islands. bbox=[736, 1923, 906, 1947]
drop-cap: H bbox=[735, 1957, 757, 1991]
notice-signer: Der Kaiserlich Deutsche Konsul, bbox=[748, 1801, 894, 1814]
german-notice: S wird hiermit bekannt gemacht, dass der Franz Carl Heinrich Schmuetz, seines Standes Handeltreibender, geboren in Altona, 33 Jahr alt, wohnhaft in Safata auf Upolu, Sohn des verstorbenen ehemaligen Lohndieners Heinrich Wilhelm Jacob Schmütz und der gleichfalls verstorbenen Johanna Maria Sophie geborenen Hachfeldt zu Altona, Holstein, bbox=[735, 1242, 907, 1384]
column-1 bbox=[6, 36, 174, 2060]
drop-cap: E bbox=[735, 1238, 756, 1275]
auction-item: Also, at the same time and place, bbox=[748, 986, 894, 999]
paragraph: husband whom she disliked, and whom she left after having borne him two children. Some years ago she went to Turlu, and there kept company for sixteen years with a student of mathematics called Francisco Gariglio. The young Gariglio having finished his studies became apprentice, and subsequently partner to one Signor Moriondo, a chocolate manufacturer. Becoming tired of Lulgia, he married the daughter of his employer, and deserted his paramour Lulgia. bbox=[184, 36, 361, 204]
column-rule bbox=[179, 36, 180, 1560]
schenkenwald-ad bbox=[917, 692, 1109, 862]
ad-line: GASTIGHT CARTRIDGES, bbox=[932, 917, 1094, 932]
auction-time: At 10.30 a.m. sharp. bbox=[778, 798, 864, 810]
divider bbox=[371, 210, 544, 211]
poem-line: For it rose o'er his own native isle of the ocean, bbox=[566, 1197, 725, 1223]
drop-cap: A. bbox=[917, 144, 951, 182]
auction-notice bbox=[735, 770, 907, 811]
paragraph: " Indeed I didn't, mister," said the boy, earnestly. bbox=[371, 441, 544, 467]
ad-line: Matautu. bbox=[994, 374, 1032, 386]
paragraph: She then renewed her solicitations, and at last prevailed on a man nicknamed Il Tomo to execute her wishes. One evening Lulgia, Tomo, Tomo's mistress, and a man named Brambilla, met at a drinking shop in the Piazza Victoria Emanuele. Tomo here drank largely to give him courage. Lulgia gave him a long knife. They all left the wine shop, and went to the Via Degli Artisti. At this moment the unfortunate Gariglio issued from his house, and was at once pointed out to Tomo by Lulgia, who exclaimed, " Give it him ! Give it him ! " Tomo gave him one blow with the knife, and Gariglio fell mortally wounded. One would suppose the guilt of these assassins would require short discussion. But the trial lasted many days, and various were the opinions concerning the principal culprit. She has been much pitied, and is said to have been faithful to her lover, which seems to count much more in Turlu than faithfulness to a husband. She was even charitable and religious in her way, and rescued several maidens from the perils of the streets and sent them to asylums. bbox=[184, 534, 361, 923]
paragraph: " That boy didn't throw anything," said the young advocate. Freddy saw hid all the while ; didn't you, Freddy ? bbox=[371, 682, 544, 721]
poem-line: Never again shall my brothers embrace me ! bbox=[566, 1650, 725, 1675]
